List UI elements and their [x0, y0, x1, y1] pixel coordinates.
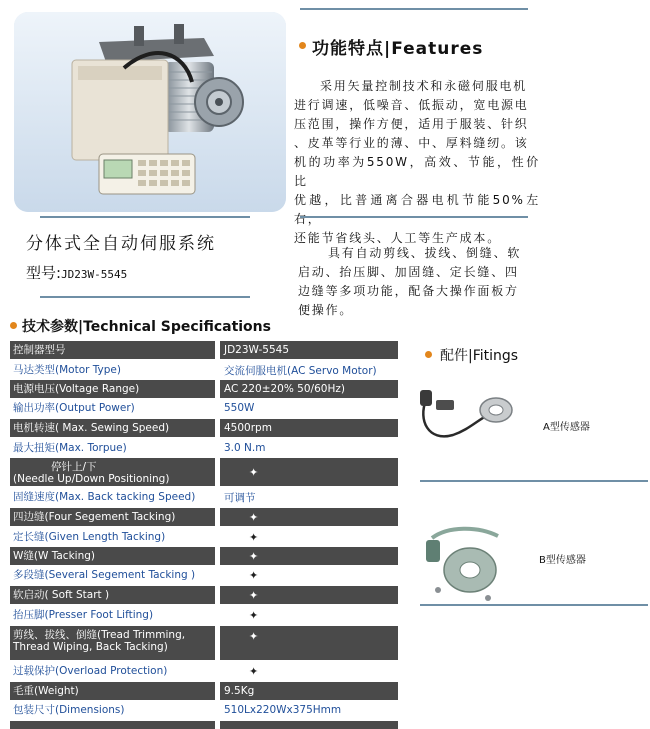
check-mark-icon: ✦ — [249, 588, 259, 602]
spec-label-line: Thread Wiping, Back Tacking) — [13, 641, 168, 653]
spec-value — [220, 566, 398, 584]
spec-value: 550W — [224, 402, 255, 414]
spec-label: 包装尺寸(Dimensions) — [13, 704, 125, 716]
spec-label: 电机转速( Max. Sewing Speed) — [10, 419, 215, 437]
spec-row — [10, 566, 398, 584]
tech-specs-title: 技术参数|Technical Specifications — [22, 319, 271, 335]
sensor-a-image — [408, 380, 518, 450]
spec-label: 电源电压(Voltage Range) — [10, 380, 215, 398]
check-mark-icon: ✦ — [249, 465, 259, 479]
check-mark-icon: ✦ — [249, 549, 259, 563]
check-mark-icon: ✦ — [249, 608, 259, 622]
check-mark-icon: ✦ — [249, 664, 259, 678]
spec-label: 毛重(Weight) — [10, 682, 215, 700]
fittings-bullet-icon — [425, 351, 432, 358]
check-mark-icon: ✦ — [249, 630, 259, 643]
spec-row — [10, 380, 398, 398]
spec-value: 可调节 — [224, 491, 256, 504]
spec-label-line: (Needle Up/Down Positioning) — [13, 473, 170, 485]
spec-label: W缝(W Tacking) — [10, 547, 215, 565]
sensor-b-image — [418, 520, 518, 605]
spec-row — [10, 458, 398, 486]
spec-row — [10, 508, 398, 526]
spec-label: 软启动( Soft Start ) — [10, 586, 215, 604]
tech-bullet-icon — [10, 322, 17, 329]
spec-value: 510Lx220Wx375Hmm — [224, 704, 342, 716]
spec-value — [220, 508, 398, 526]
sensor-b-label: B型传感器 — [539, 555, 586, 566]
features-p2-line: 具有自动剪线、拔线、倒缝、软 — [328, 246, 522, 260]
model-code: JD23W-5545 — [61, 268, 128, 281]
features-p1-line: 还能节省线头、人工等生产成本。 — [294, 231, 502, 245]
spec-row — [10, 606, 398, 624]
spec-label-line: 剪线、拔线、倒缝(Tread Trimming, — [13, 629, 186, 641]
spec-row — [10, 626, 398, 660]
product-name: 分体式全自动伺服系统 — [26, 234, 216, 254]
spec-label: 四边缝(Four Segement Tacking) — [10, 508, 215, 526]
spec-row — [10, 701, 398, 719]
spec-label: 固缝速度(Max. Back tacking Speed) — [13, 491, 196, 503]
spec-label: 输出功率(Output Power) — [13, 402, 135, 414]
spec-row — [10, 662, 398, 680]
spec-row — [10, 361, 398, 379]
features-p2-line: 边缝等多项功能，配备大操作面板方 — [298, 284, 519, 298]
features-p2-line: 启动、抬压脚、加固缝、定长缝、四 — [298, 265, 519, 279]
spec-value — [220, 662, 398, 680]
spec-value — [220, 606, 398, 624]
check-mark-icon: ✦ — [249, 530, 259, 544]
model-label: 型号: — [26, 264, 62, 282]
spec-label — [10, 626, 215, 660]
spec-row — [10, 419, 398, 437]
model-number — [26, 262, 127, 283]
features-p1-line: 优越，比普通离合器电机节能50%左右， — [294, 193, 540, 226]
spec-label: 控制器型号 — [10, 341, 215, 359]
features-p1-line: 采用矢量控制技术和永磁伺服电机 — [320, 79, 528, 93]
fittings-divider-1 — [420, 480, 648, 482]
spec-label: 最大扭矩(Max. Torpue) — [13, 442, 127, 454]
spec-value — [220, 626, 398, 660]
spec-value — [220, 528, 398, 546]
fittings-title: 配件|Fitings — [440, 348, 519, 364]
check-mark-icon: ✦ — [249, 510, 259, 524]
spec-value — [220, 547, 398, 565]
spec-label-line: 停针上/下 — [51, 461, 97, 473]
spec-row — [10, 586, 398, 604]
spec-value: 9.5Kg — [220, 682, 398, 700]
features-bullet-icon — [299, 42, 306, 49]
features-p1-line: 、皮革等行业的薄、中、厚料缝纫。该 — [294, 136, 529, 150]
spec-value: 交流伺服电机(AC Servo Motor) — [224, 364, 377, 377]
features-p1-line: 机的功率为550W，高效、节能，性价比 — [294, 155, 540, 188]
features-paragraph-1 — [294, 77, 540, 248]
spec-value: AC 220±20% 50/60Hz) — [220, 380, 398, 398]
spec-row — [10, 399, 398, 417]
spec-label — [10, 458, 215, 486]
check-mark-icon: ✦ — [249, 568, 259, 582]
spec-label: 过载保护(Overload Protection) — [13, 665, 168, 677]
spec-value — [220, 458, 398, 486]
features-p2-line: 便操作。 — [298, 303, 354, 317]
spec-value: 3.0 N.m — [224, 442, 266, 454]
product-photo — [14, 12, 286, 212]
spec-label: 定长缝(Given Length Tacking) — [13, 531, 166, 543]
spec-label: 多段缝(Several Segement Tacking ) — [13, 569, 196, 581]
spec-row — [10, 439, 398, 457]
features-p1-line: 压范围，操作方便，适用于服装、针织 — [294, 117, 529, 131]
spec-row — [10, 488, 398, 506]
sensor-a-label: A型传感器 — [543, 422, 590, 433]
features-p1-line: 进行调速，低噪音、低振动，宽电源电 — [294, 98, 529, 112]
features-paragraph-2 — [298, 244, 534, 320]
product-divider-top — [40, 216, 250, 218]
spec-row — [10, 682, 398, 700]
spec-row — [10, 341, 398, 359]
spec-label: 马达类型(Motor Type) — [13, 364, 121, 376]
servo-motor-illustration — [14, 12, 286, 212]
spec-value: JD23W-5545 — [220, 341, 398, 359]
spec-label: 抬压脚(Presser Foot Lifting) — [13, 609, 154, 621]
product-divider-bottom — [40, 296, 250, 298]
spec-value — [220, 586, 398, 604]
spec-row — [10, 547, 398, 565]
spec-row — [10, 528, 398, 546]
features-title: 功能特点|Features — [312, 39, 484, 59]
spec-value: 4500rpm — [220, 419, 398, 437]
spec-row-empty — [10, 721, 398, 729]
top-rule — [300, 8, 528, 10]
